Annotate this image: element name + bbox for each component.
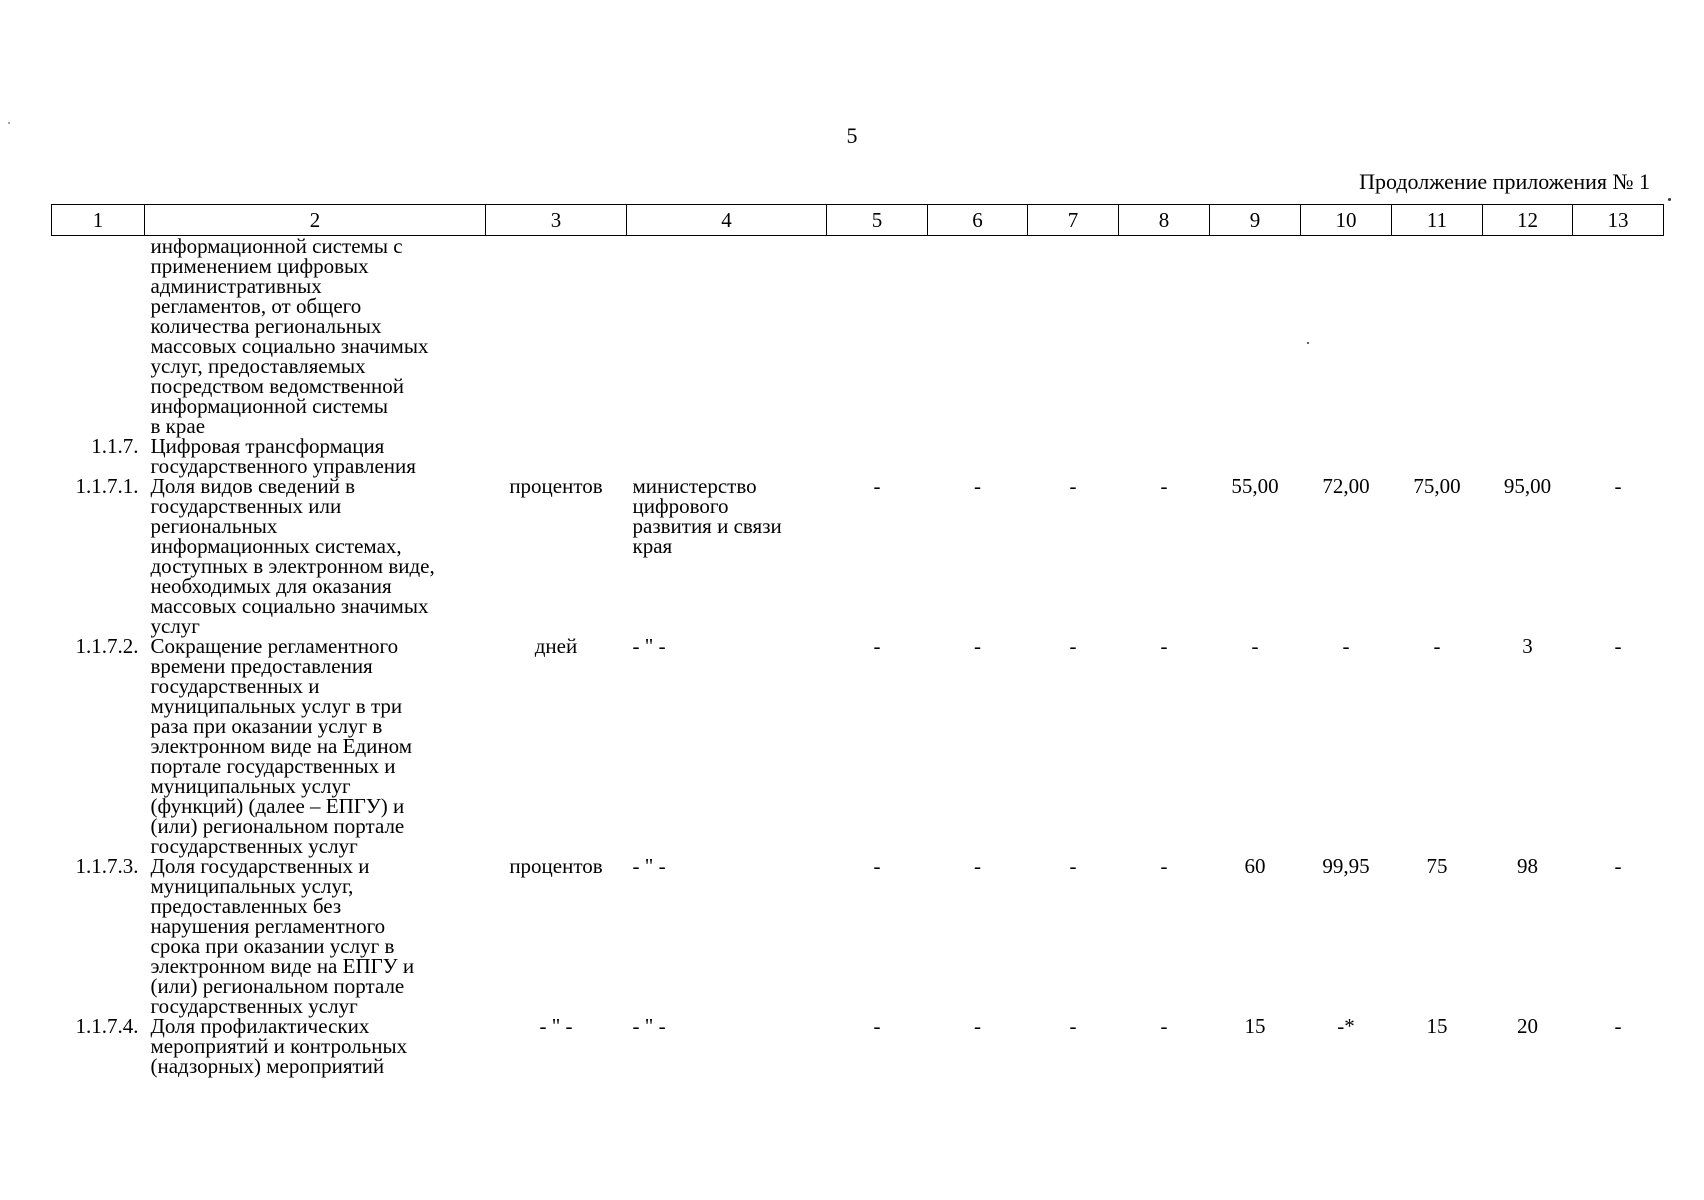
continuation-label: Продолжение приложения № 1 [1359,169,1650,194]
value-cell [827,436,928,476]
value-cell: 95,00 [1503,474,1552,498]
value-cell: - [1433,634,1441,658]
value-cell: - [1342,634,1350,658]
indicator-name: Сокращение регламентного времени предоставления государственных и муниципальных услуг в три раза при оказании услуг в электронном виде на Едином портале государственных и муниципальных услуг (функций) (далее – ЕПГУ) и (или) региональном портале государственных услуг [150,634,413,858]
column-header: 4 [627,205,827,236]
value-cell: - [873,854,881,878]
value-cell [1210,236,1301,437]
scan-speck [1668,198,1671,201]
value-cell [928,236,1028,437]
table-row [52,236,1664,437]
indicator-name: Доля государственных и муниципальных услуг, предоставленных без нарушения регламентного срока при оказании услуг в электронном виде на ЕПГУ и (или) региональном портале государственных услуг [150,854,415,1018]
unit-of-measure: процентов [509,474,603,498]
row-number: 1.1.7.2. [75,634,139,658]
column-header: 11 [1392,205,1483,236]
table-row [52,1016,1664,1076]
column-header: 10 [1301,205,1392,236]
value-cell: - [1614,854,1622,878]
indicators-table [51,204,1664,1076]
value-cell: - [1160,854,1168,878]
column-header: 3 [486,205,627,236]
indicator-name: Цифровая трансформация государственного управления [150,434,416,478]
value-cell: 15 [1244,1014,1266,1038]
unit-of-measure: - " - [539,1014,573,1038]
value-cell [1573,236,1664,437]
value-cell: 15 [1426,1014,1448,1038]
row-number [52,236,145,437]
value-cell [1210,436,1301,476]
value-cell: - [873,474,881,498]
table-row [52,476,1664,636]
responsible-body: - " - [632,634,666,658]
scan-speck [8,122,10,124]
value-cell [1573,436,1664,476]
value-cell: - [1069,1014,1077,1038]
unit-of-measure: дней [534,634,578,658]
row-number: 1.1.7. [91,434,139,458]
column-header: 6 [928,205,1028,236]
value-cell: - [1614,634,1622,658]
column-header: 5 [827,205,928,236]
value-cell: - [1069,634,1077,658]
responsible-body [627,436,827,476]
value-cell: 98 [1517,854,1538,878]
value-cell: 99,95 [1322,854,1370,878]
table-body [52,236,1664,1077]
unit-of-measure [486,236,627,437]
column-header: 8 [1119,205,1210,236]
value-cell: 75,00 [1413,474,1461,498]
value-cell [1483,436,1573,476]
value-cell [1119,436,1210,476]
indicator-name: Доля профилактических мероприятий и контрольных (надзорных) мероприятий [150,1014,408,1078]
column-header: 12 [1483,205,1573,236]
value-cell [1301,236,1392,437]
value-cell: 20 [1517,1014,1538,1038]
value-cell: - [1160,474,1168,498]
responsible-body: - " - [632,1014,666,1038]
responsible-body [627,236,827,437]
table-row [52,436,1664,476]
header-row [52,205,1664,236]
row-number: 1.1.7.1. [75,474,139,498]
value-cell [827,236,928,437]
value-cell: - [873,634,881,658]
value-cell [1028,436,1119,476]
unit-of-measure [486,436,627,476]
value-cell: - [974,634,981,658]
table-row [52,856,1664,1016]
value-cell: - [873,1014,881,1038]
indicator-name: информационной системы с применением цифровых административных регламентов, от общего количества региональных массовых социально значимых услуг, предоставляемых посредством ведомственной информационной системы в крае [150,234,429,438]
value-cell: - [1614,474,1622,498]
value-cell [1483,236,1573,437]
table-header [52,205,1664,236]
value-cell: - [1251,634,1259,658]
value-cell: 55,00 [1231,474,1279,498]
value-cell: 75 [1426,854,1448,878]
row-number: 1.1.7.3. [75,854,139,878]
value-cell [1301,436,1392,476]
column-header: 13 [1573,205,1664,236]
row-number: 1.1.7.4. [75,1014,139,1038]
value-cell: 72,00 [1322,474,1370,498]
scan-speck [1307,342,1309,344]
value-cell: - [1069,474,1077,498]
value-cell: - [1160,1014,1168,1038]
value-cell: -* [1337,1014,1355,1038]
value-cell: - [1614,1014,1622,1038]
table-row [52,636,1664,856]
value-cell: 3 [1522,634,1533,658]
column-header: 9 [1210,205,1301,236]
page-number: 5 [846,123,858,148]
value-cell: - [974,1014,981,1038]
value-cell [928,436,1028,476]
column-header: 7 [1028,205,1119,236]
column-header: 2 [145,205,486,236]
value-cell [1392,236,1483,437]
indicator-name: Доля видов сведений в государственных или региональных информационных системах, доступных в электронном виде, необходимых для оказания массовых социально значимых услуг [150,474,435,638]
value-cell: - [1160,634,1168,658]
column-header: 1 [52,205,145,236]
value-cell: - [974,854,981,878]
unit-of-measure: процентов [509,854,603,878]
value-cell: 60 [1244,854,1266,878]
value-cell: - [1069,854,1077,878]
value-cell [1028,236,1119,437]
responsible-body: - " - [632,854,666,878]
value-cell [1392,436,1483,476]
value-cell [1119,236,1210,437]
value-cell: - [974,474,981,498]
responsible-body: министерство цифрового развития и связи края [632,474,782,558]
